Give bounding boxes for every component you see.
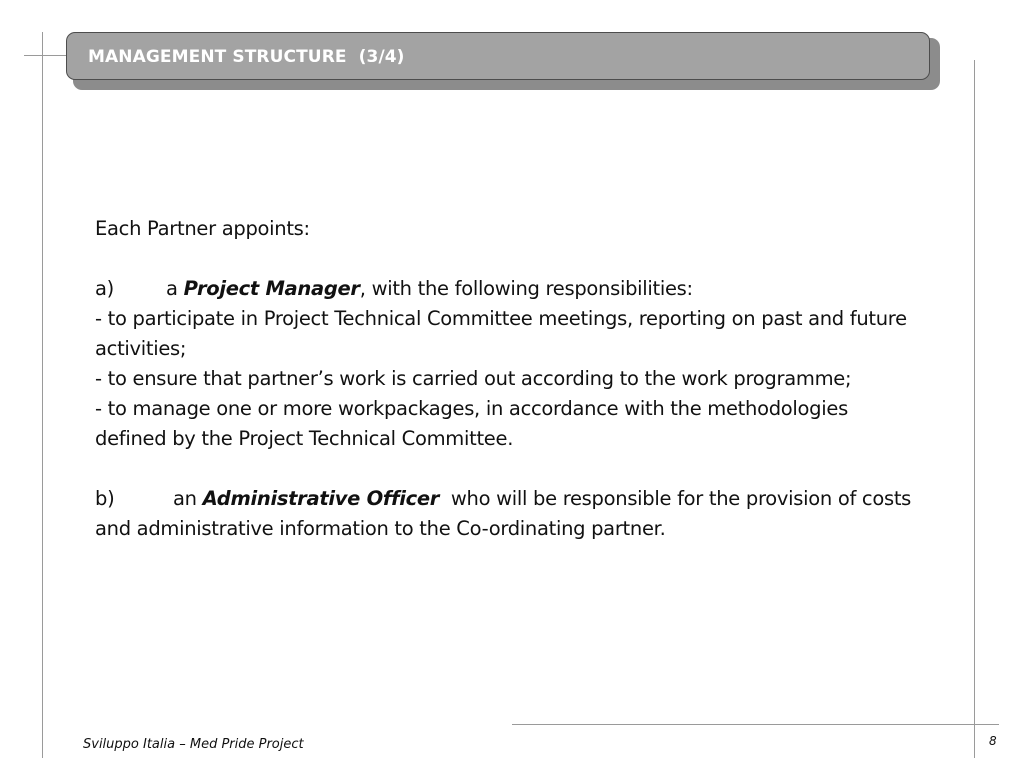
item-a-bullet: - to participate in Project Technical Committee meetings, reporting on past and future activities; bbox=[95, 307, 907, 360]
footer-horizontal-rule bbox=[512, 724, 999, 725]
spacer bbox=[95, 244, 925, 274]
item-b-suffix: who will be responsible for the provision of costs and administrative information to the Co-ordinating partner. bbox=[95, 487, 917, 540]
administrative-officer-term: Administrative Officer bbox=[202, 487, 440, 510]
intro-text: Each Partner appoints: bbox=[95, 217, 310, 240]
project-manager-term: Project Manager bbox=[183, 277, 360, 300]
slide-title: MANAGEMENT STRUCTURE (3/4) bbox=[88, 47, 405, 67]
title-bar bbox=[66, 32, 930, 80]
item-a-marker: a) bbox=[95, 277, 114, 300]
slide-body bbox=[95, 214, 925, 544]
item-a-heading bbox=[95, 274, 925, 304]
page-number: 8 bbox=[989, 734, 997, 748]
left-vertical-rule bbox=[42, 32, 43, 758]
item-a-bullet: - to ensure that partner’s work is carried out according to the work programme; bbox=[95, 367, 852, 390]
item-a-prefix: a bbox=[166, 277, 184, 300]
footer-text: Sviluppo Italia – Med Pride Project bbox=[83, 737, 304, 752]
item-a-bullet: - to manage one or more workpackages, in accordance with the methodologies defined by the Project Technical Committee. bbox=[95, 397, 848, 450]
spacer bbox=[95, 454, 925, 484]
right-vertical-rule bbox=[974, 60, 975, 758]
item-a-suffix: , with the following responsibilities: bbox=[359, 277, 693, 300]
item-b-prefix: an bbox=[173, 487, 203, 510]
item-b-text bbox=[95, 484, 925, 544]
item-b-marker: b) bbox=[95, 487, 115, 510]
top-left-horizontal-rule bbox=[24, 55, 67, 56]
